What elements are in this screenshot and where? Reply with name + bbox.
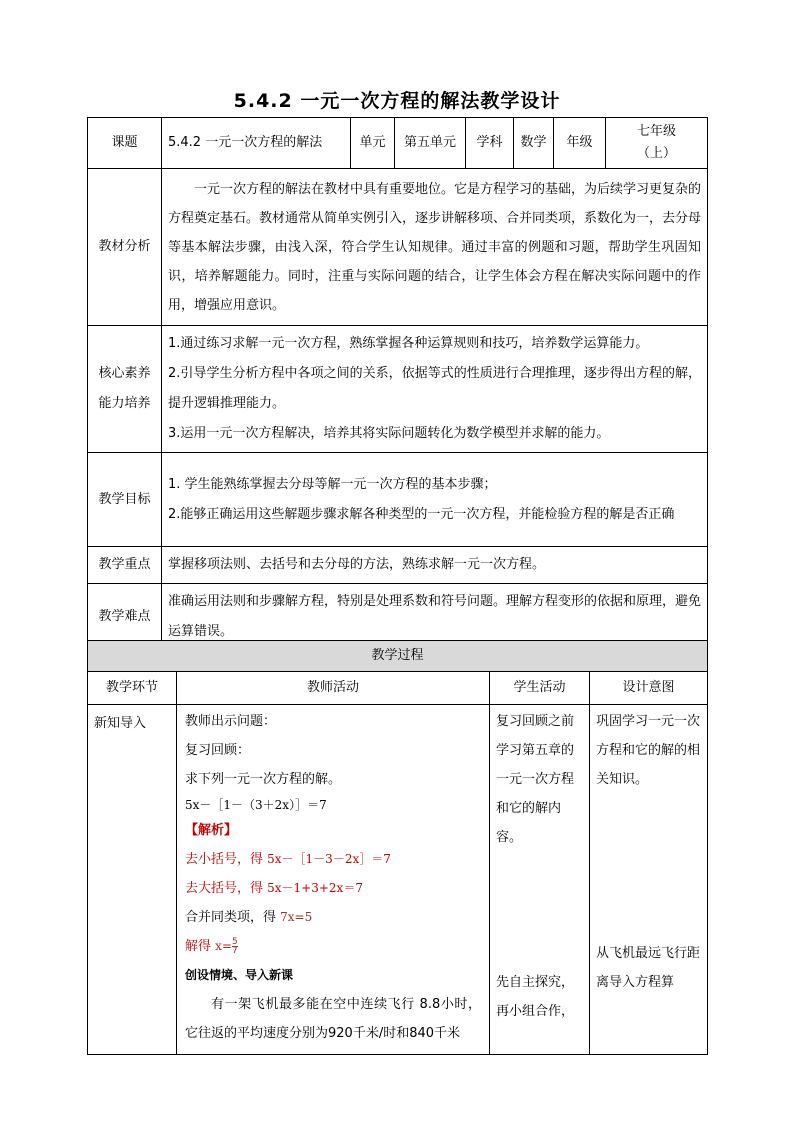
analysis-text: 一元一次方程的解法在教材中具有重要地位。它是方程学习的基础，为后续学习更复杂的方程奠定基石。教材通常从简单实例引入，逐步讲解移项、合并同类项，系数化为一，去分母等基本解法步骤，由浅入深，符合学生认知规律。通过丰富的例题和习题，帮助学生巩固知识，培养解题能力。同时，注重与实际问题的结合，让学生体会方程在解决实际问题中的作用，增强应用意识。 [162,169,708,326]
student-paragraph-1: 复习回顾之前学习第五章的一元一次方程和它的解内容。 [496,714,575,845]
grade-line-1: 七年级 [636,124,676,139]
step-1-label: 去小括号，得 [185,852,268,867]
topic-label: 课题 [88,118,162,169]
teacher-line-1: 教师出示问题： [185,714,277,729]
core-item-1: 1.通过练习求解一元一次方程，熟练掌握各种运算规则和技巧，培养数学运算能力。 [168,336,649,351]
subject-value: 数学 [514,118,554,169]
page-title: 5.4.2 一元一次方程的解法教学设计 [233,90,561,112]
step-2-equation: 5x－1+3+2x＝7 [267,881,363,895]
section-heading: 创设情境、导入新课 [185,968,294,982]
fraction-denominator: 7 [231,946,238,956]
step-4 [185,932,481,961]
col-intent: 设计意图 [590,672,708,705]
goals-text [162,453,708,547]
step-3-equation: 7x=5 [280,910,313,924]
fraction [232,938,238,955]
equation: 5x－［1－（3＋2x）］＝7 [185,798,327,812]
process-header: 教学过程 [88,641,708,672]
intent-paragraph-1: 巩固学习一元一次方程和它的解的相关知识。 [596,714,701,787]
step-4-label: 解得 [185,939,216,954]
scenario-text: 有一架飞机最多能在空中连续飞行 8.8小时，它往返的平均速度分别为920千米/时和840千米 [185,997,481,1041]
student-cell [490,705,590,1055]
key-label: 教学重点 [88,547,162,584]
teacher-line-3: 求下列一元一次方程的解。 [185,772,342,787]
step-1-equation: 5x－［1－3－2x］＝7 [267,852,391,866]
step-3 [185,903,481,932]
difficulty-text: 准确运用法则和步骤解方程，特别是处理系数和符号问题。理解方程变形的依据和原理，避免运算错误。 [162,584,708,651]
topic-value: 5.4.2 一元一次方程的解法 [162,118,351,169]
step-4-equation: x= [215,939,232,953]
analysis-label: 教材分析 [88,169,162,326]
teacher-cell [177,705,490,1055]
core-item-2: 2.引导学生分析方程中各项之间的关系，依据等式的性质进行合理推理，逐步得出方程的解，提升逻辑推理能力。 [168,366,701,411]
core-text [162,326,708,453]
core-item-3: 3.运用一元一次方程解决，培养其将实际问题转化为数学模型并求解的能力。 [168,426,610,441]
core-label-line-2: 能力培养 [98,396,151,411]
analysis-heading: 【解析】 [185,823,238,838]
fraction-numerator: 5 [231,937,238,947]
intent-cell [590,705,708,1055]
step-3-label: 合并同类项，得 [185,910,281,925]
grade-label: 年级 [554,118,606,169]
col-teacher: 教师活动 [177,672,490,705]
goals-label: 教学目标 [88,453,162,547]
goal-item-1: 1. 学生能熟练掌握去分母等解一元一次方程的基本步骤； [168,476,497,492]
grade-line-2: （上） [636,146,676,161]
lesson-info-table [87,117,708,651]
goal-item-2: 2.能够正确运用这些解题步骤求解各种类型的一元一次方程，并能检验方程的解是否正确 [168,506,675,522]
core-label-line-1: 核心素养 [98,366,151,381]
subject-label: 学科 [466,118,514,169]
step-1 [185,845,481,874]
core-label [88,326,162,453]
difficulty-label: 教学难点 [88,584,162,651]
step-2-label: 去大括号，得 [185,881,268,896]
unit-label: 单元 [351,118,395,169]
process-table [87,640,708,1055]
stage-cell: 新知导入 [88,705,177,1055]
unit-value: 第五单元 [395,118,466,169]
student-paragraph-2: 先自主探究，再小组合作， [496,975,575,1019]
teacher-line-2: 复习回顾： [185,743,251,758]
key-text: 掌握移项法则、去括号和去分母的方法，熟练求解一元一次方程。 [162,547,708,584]
intent-paragraph-2: 从飞机最远飞行距离导入方程算 [596,946,701,990]
col-stage: 教学环节 [88,672,177,705]
col-student: 学生活动 [490,672,590,705]
grade-value [606,118,708,169]
step-2 [185,874,481,903]
